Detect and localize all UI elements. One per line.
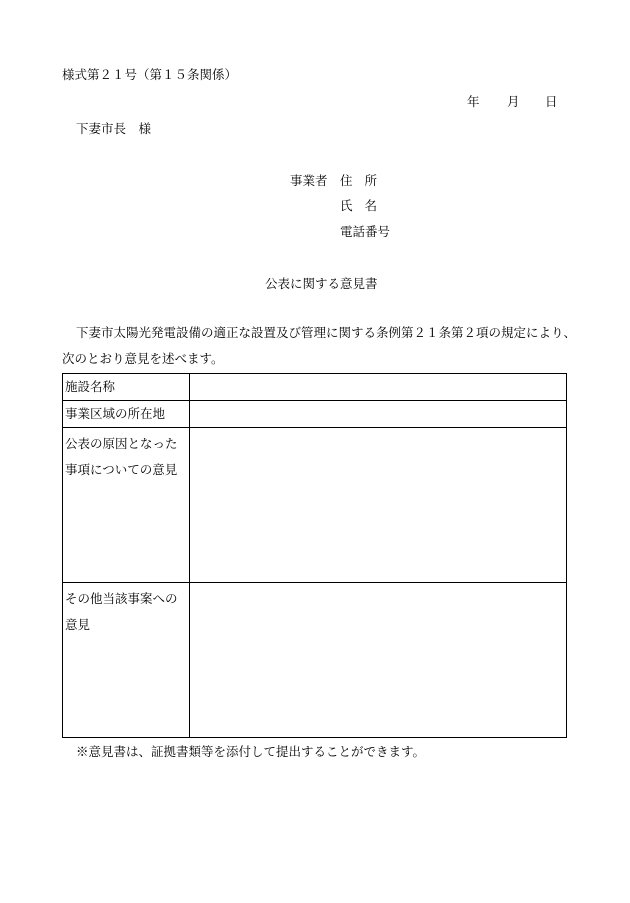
form-number: 様式第２１号（第１５条関係） — [62, 67, 238, 82]
address-label: 住所 — [340, 173, 390, 188]
table-row-site-location — [63, 401, 567, 428]
name-label: 氏名 — [340, 198, 390, 213]
table-row-facility-name — [63, 374, 567, 401]
opinion-table — [62, 373, 567, 738]
document-title: 公表に関する意見書 — [265, 276, 378, 291]
date-line — [467, 96, 558, 109]
other-opinion-label-line-1: その他当該事案への — [65, 591, 178, 606]
facility-name-label: 施設名称 — [63, 374, 190, 401]
cause-opinion-field[interactable] — [190, 428, 567, 583]
date-day-label: 日 — [545, 94, 558, 109]
site-location-label: 事業区域の所在地 — [63, 401, 190, 428]
addressee: 下妻市長 様 — [76, 121, 152, 136]
table-row-cause-opinion — [63, 428, 567, 583]
cause-opinion-label-line-2: 事項についての意見 — [65, 462, 178, 477]
body-text-line-2: 次のとおり意見を述べます。 — [62, 351, 224, 366]
date-year-label: 年 — [467, 94, 480, 109]
other-opinion-label-line-2: 意見 — [65, 617, 91, 632]
note: ※意見書は、証拠書類等を添付して提出することができます。 — [76, 744, 426, 759]
other-opinion-label — [63, 583, 190, 738]
table-row-other-opinion — [63, 583, 567, 738]
applicant-role: 事業者 — [290, 173, 328, 188]
cause-opinion-label — [63, 428, 190, 583]
body-text-line-1: 下妻市太陽光発電設備の適正な設置及び管理に関する条例第２１条第２項の規定により、 — [76, 325, 577, 340]
cause-opinion-label-line-1: 公表の原因となった — [65, 436, 178, 451]
site-location-field[interactable] — [190, 401, 567, 428]
other-opinion-field[interactable] — [190, 583, 567, 738]
phone-label: 電話番号 — [340, 224, 391, 239]
facility-name-field[interactable] — [190, 374, 567, 401]
date-month-label: 月 — [507, 94, 520, 109]
